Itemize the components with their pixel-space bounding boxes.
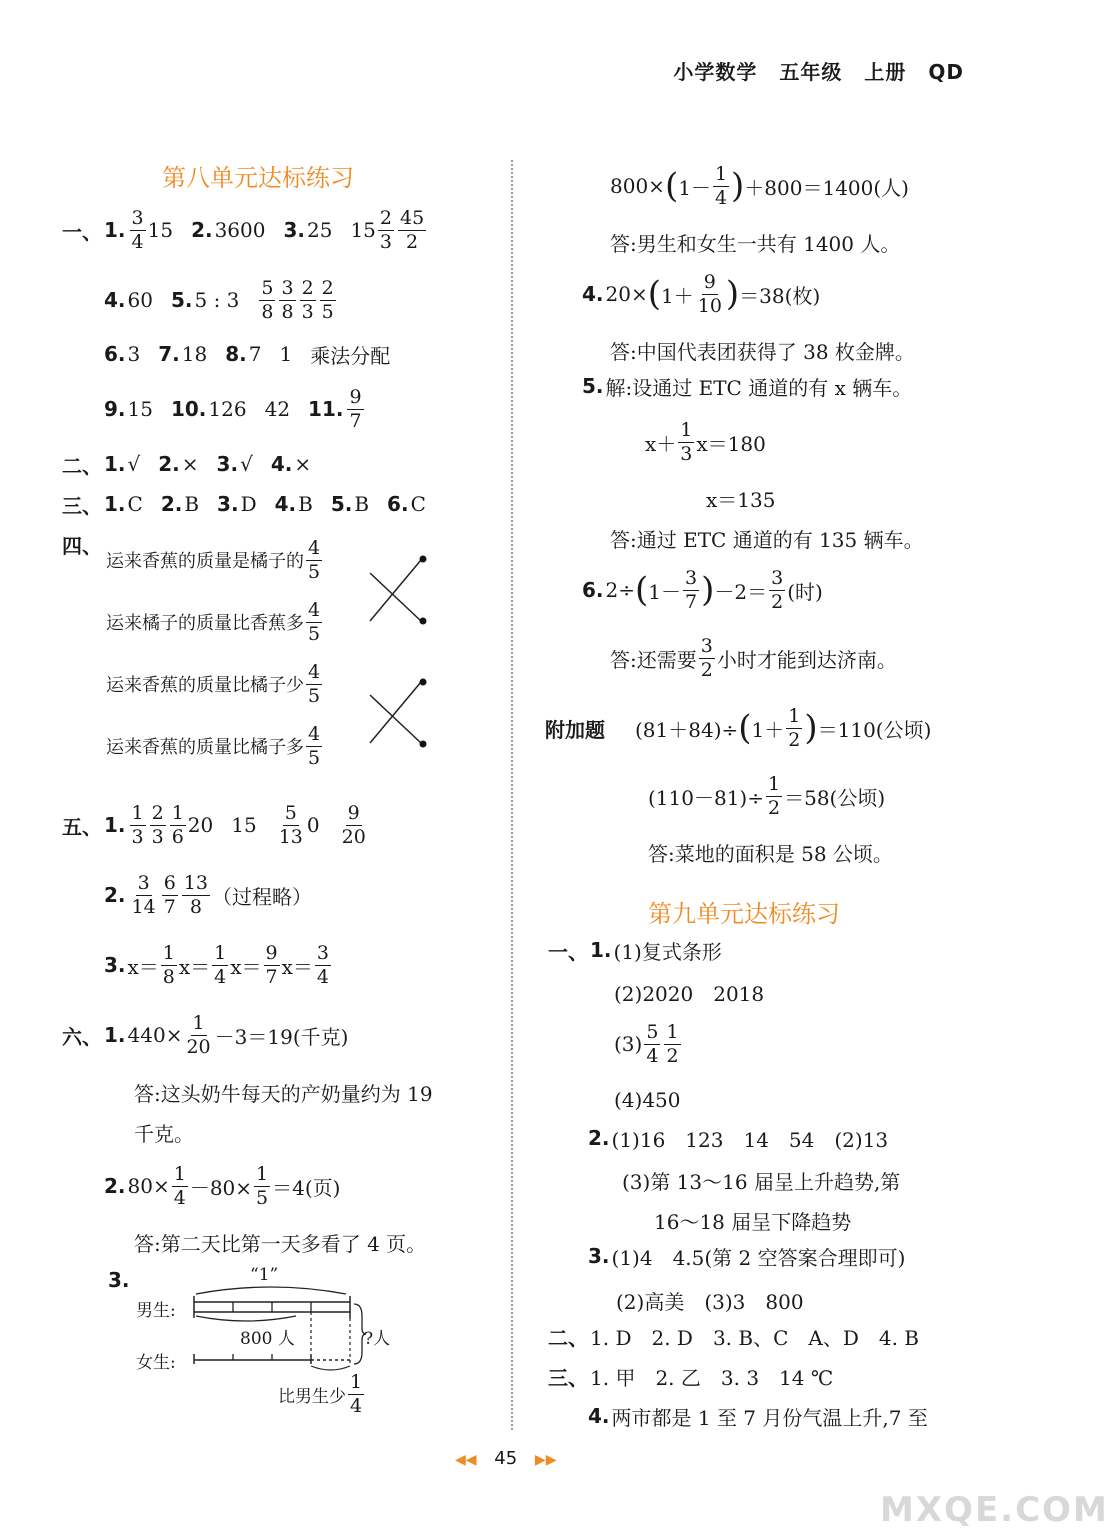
u8-s6-q2-ans: 答:第二天比第一天多看了 4 页。	[134, 1232, 427, 1256]
u8-s1-row2: 4. 60 5. 5 : 3 $\frac{5}{8}$ $\frac{3}{8}$ $\frac{2}{3}$ $\frac{2}{5}$	[104, 276, 334, 323]
right-q5: 5. 解:设通过 ETC 通道的有 x 辆车。	[582, 374, 913, 400]
right-q6-ans: 答:还需要 $\frac{3}{2}$ 小时才能到达济南。	[610, 634, 897, 681]
u8-s4-line2: 运来橘子的质量比香蕉多 $\frac{4}{5}$	[106, 598, 321, 645]
u8-s1-row3: 6. 3 7. 18 8. 7 1 乘法分配	[104, 342, 391, 368]
u8-s4-line1: 运来香蕉的质量是橘子的 $\frac{4}{5}$	[106, 536, 321, 583]
u8-s1-row1: 一、 1. $\frac{3}{4}$ 15 2. 3600 3. 25 15 $\frac{2}{3}$ $\frac{45}{2}$	[62, 206, 425, 253]
segment-diagram	[186, 1282, 366, 1372]
right-l1: 800× ( 1－ $\frac{1}{4}$ ) ＋800＝1400(人)	[610, 162, 909, 209]
u9-q2-1: 2. (1)16 123 14 54 (2)13	[588, 1126, 889, 1152]
header-edition: QD	[928, 60, 964, 84]
u9-q1-2: (2)2020 2018	[614, 982, 765, 1006]
diagram-one-label: “1”	[250, 1265, 279, 1285]
u9-s3: 三、 1. 甲 2. 乙 3. 3 14 ℃	[548, 1365, 834, 1390]
unit8-title: 第八单元达标练习	[162, 164, 354, 192]
next-arrows-icon: ▶▶	[534, 1452, 557, 1468]
u8-s5-row2: 2. $\frac{3}{14}$ $\frac{6}{7}$ $\frac{13}{8}$ （过程略）	[104, 871, 312, 918]
page-header	[651, 56, 964, 85]
right-q5-eq1: x＋ $\frac{1}{3}$ x＝180	[645, 418, 766, 465]
u9-q1-1: 一、 1. (1)复式条形	[548, 938, 722, 964]
page-number-bar	[455, 1448, 556, 1469]
u9-q3-2: (2)高美 (3)3 800	[616, 1290, 804, 1314]
u8-s5-row1: 五、 1. $\frac{1}{3}$ $\frac{2}{3}$ $\frac{1}{6}$ 20 15 $\frac{5}{13}$ 0 $\frac{9}{20}$	[62, 801, 366, 848]
diagram-question-label: ?人	[364, 1329, 391, 1349]
diagram-boy-label: 男生:	[136, 1301, 176, 1321]
u8-s4-line3: 运来香蕉的质量比橘子少 $\frac{4}{5}$	[106, 660, 321, 707]
header-subject: 小学数学	[673, 60, 758, 84]
right-q5-ans: 答:通过 ETC 通道的有 135 辆车。	[610, 528, 924, 552]
u8-s2: 二、 1. √ 2. × 3. √ 4. ×	[62, 452, 312, 478]
column-divider	[511, 160, 513, 1430]
u9-q2-2: (3)第 13～16 届呈上升趋势,第	[622, 1170, 901, 1194]
u8-s4-line4: 运来香蕉的质量比橘子多 $\frac{4}{5}$	[106, 722, 321, 769]
diagram-girl-label: 女生:	[136, 1353, 176, 1373]
page-number: 45	[494, 1448, 518, 1469]
prev-arrows-icon: ◀◀	[455, 1452, 477, 1468]
u9-s2: 二、 1. D 2. D 3. B、C A、D 4. B	[548, 1325, 920, 1350]
header-grade: 五年级	[779, 60, 843, 84]
u8-s6-q3-num: 3.	[108, 1268, 130, 1292]
unit9-title: 第九单元达标练习	[648, 900, 840, 928]
u8-s4-mark: 四、	[62, 534, 102, 558]
right-q4: 4. 20× ( 1＋ $\frac{9}{10}$ ) ＝38(枚)	[582, 270, 821, 317]
u8-s6-q2: 2. 80× $\frac{1}{4}$ －80× $\frac{1}{5}$ ＝4(页)	[104, 1162, 341, 1209]
u8-s3: 三、 1. C 2. B 3. D 4. B 5. B 6. C	[62, 492, 426, 518]
u9-q2-3: 16～18 届呈下降趋势	[654, 1210, 852, 1234]
u8-s6-q1-ans-b: 千克。	[134, 1122, 194, 1146]
matching-lines	[366, 545, 436, 760]
right-q5-eq2: x＝135	[706, 488, 776, 512]
header-term: 上册	[864, 60, 907, 84]
right-q4-ans: 答:中国代表团获得了 38 枚金牌。	[610, 340, 915, 364]
u8-s5-row3: 3. x＝ $\frac{1}{8}$ x＝ $\frac{1}{4}$ x＝ $\frac{9}{7}$ x＝ $\frac{3}{4}$	[104, 941, 330, 988]
right-fj-row1: 附加题 (81＋84)÷ ( 1＋ $\frac{1}{2}$ ) ＝110(公顷)	[545, 704, 932, 751]
right-fj-row2: (110－81)÷ $\frac{1}{2}$ ＝58(公顷)	[648, 772, 886, 819]
u8-s6-q1: 六、 1. 440× $\frac{1}{20}$ －3＝19(千克)	[62, 1011, 349, 1058]
u9-q4: 4. 两市都是 1 至 7 月份气温上升,7 至	[588, 1404, 928, 1430]
u8-s6-q1-ans-a: 答:这头奶牛每天的产奶量约为 19	[134, 1082, 433, 1106]
diagram-less-label: 比男生少 $\frac{1}{4}$	[278, 1370, 363, 1417]
right-fj-ans: 答:菜地的面积是 58 公顷。	[648, 842, 893, 866]
u9-q1-3: (3) $\frac{5}{4}$ $\frac{1}{2}$	[614, 1020, 679, 1067]
u9-q1-4: (4)450	[614, 1088, 681, 1112]
watermark: MXQE.COM	[880, 1490, 1109, 1530]
u8-s1-row4: 9. 15 10. 126 42 11. $\frac{9}{7}$	[104, 385, 362, 432]
u9-q3-1: 3. (1)4 4.5(第 2 空答案合理即可)	[588, 1244, 906, 1270]
right-q6: 6. 2÷ ( 1－ $\frac{3}{7}$ ) －2＝ $\frac{3}{2}$ (时)	[582, 566, 823, 613]
right-l1-ans: 答:男生和女生一共有 1400 人。	[610, 232, 901, 256]
diagram-800-label: 800 人	[240, 1329, 295, 1349]
